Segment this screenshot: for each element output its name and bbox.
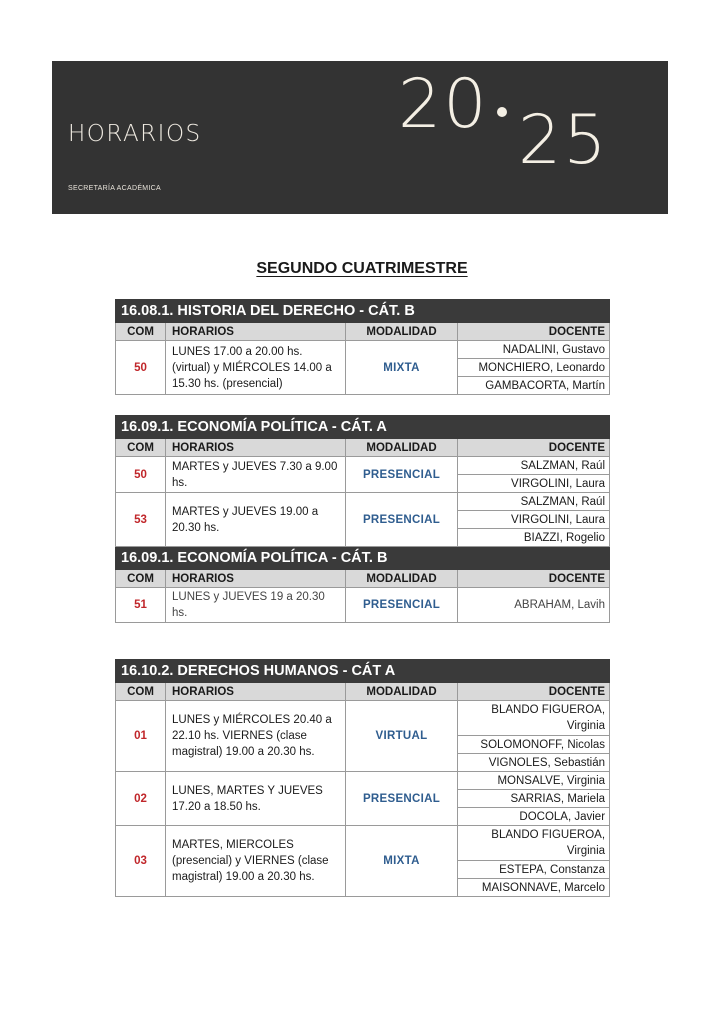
modalidad-cell: PRESENCIAL <box>346 772 458 826</box>
docente-cell: MONCHIERO, Leonardo <box>458 359 610 377</box>
horarios-cell: MARTES y JUEVES 19.00 a 20.30 hs. <box>166 493 346 547</box>
docente-cell: MONSALVE, Virginia <box>458 772 610 790</box>
docente-cell: ESTEPA, Constanza <box>458 861 610 879</box>
header-modalidad: MODALIDAD <box>346 439 458 457</box>
com-cell: 50 <box>116 341 166 395</box>
docente-cell: MAISONNAVE, Marcelo <box>458 879 610 897</box>
docente-cell: NADALINI, Gustavo <box>458 341 610 359</box>
horarios-cell: MARTES, MIERCOLES (presencial) y VIERNES (clase magistral) 19.00 a 20.30 hs. <box>166 826 346 897</box>
docente-cell: SALZMAN, Raúl <box>458 457 610 475</box>
modalidad-cell: MIXTA <box>346 826 458 897</box>
table-row <box>116 826 610 861</box>
header-docente: DOCENTE <box>458 683 610 701</box>
header-docente: DOCENTE <box>458 439 610 457</box>
section-title: 16.08.1. HISTORIA DEL DERECHO - CÁT. B <box>116 300 610 323</box>
year-top: 20 <box>398 65 489 144</box>
header-docente: DOCENTE <box>458 570 610 588</box>
header-docente: DOCENTE <box>458 323 610 341</box>
year-dot-icon <box>497 107 507 117</box>
com-cell: 50 <box>116 457 166 493</box>
table-row <box>116 772 610 790</box>
horarios-cell: LUNES y MIÉRCOLES 20.40 a 22.10 hs. VIERNES (clase magistral) 19.00 a 20.30 hs. <box>166 701 346 772</box>
horarios-cell: MARTES y JUEVES 7.30 a 9.00 hs. <box>166 457 346 493</box>
section-title: 16.10.2. DERECHOS HUMANOS - CÁT A <box>116 660 610 683</box>
modalidad-cell: PRESENCIAL <box>346 588 458 623</box>
com-cell: 01 <box>116 701 166 772</box>
docente-cell: BLANDO FIGUEROA, Virginia <box>458 701 610 736</box>
com-cell: 51 <box>116 588 166 623</box>
header-horarios: HORARIOS <box>166 570 346 588</box>
table-row <box>116 457 610 475</box>
schedule-table <box>115 659 609 897</box>
table-row <box>116 701 610 736</box>
table-row <box>116 341 610 359</box>
docente-cell: VIRGOLINI, Laura <box>458 511 610 529</box>
banner-title: HORARIOS <box>68 121 202 147</box>
header-com: COM <box>116 683 166 701</box>
docente-cell: ABRAHAM, Lavih <box>458 588 610 623</box>
docente-cell: SOLOMONOFF, Nicolas <box>458 736 610 754</box>
docente-cell: DOCOLA, Javier <box>458 808 610 826</box>
banner-subtitle: SECRETARÍA ACADÉMICA <box>68 185 162 192</box>
modalidad-cell: VIRTUAL <box>346 701 458 772</box>
section-title: 16.09.1. ECONOMÍA POLÍTICA - CÁT. B <box>116 547 610 570</box>
section-title: 16.09.1. ECONOMÍA POLÍTICA - CÁT. A <box>116 416 610 439</box>
docente-cell: BLANDO FIGUEROA, Virginia <box>458 826 610 861</box>
header-com: COM <box>116 323 166 341</box>
docente-cell: VIRGOLINI, Laura <box>458 475 610 493</box>
header-horarios: HORARIOS <box>166 323 346 341</box>
header-banner <box>52 61 668 214</box>
docente-cell: SARRIAS, Mariela <box>458 790 610 808</box>
com-cell: 53 <box>116 493 166 547</box>
horarios-cell: LUNES 17.00 a 20.00 hs. (virtual) y MIÉRCOLES 14.00 a 15.30 hs. (presencial) <box>166 341 346 395</box>
docente-cell: SALZMAN, Raúl <box>458 493 610 511</box>
table-row <box>116 493 610 511</box>
header-com: COM <box>116 570 166 588</box>
header-modalidad: MODALIDAD <box>346 683 458 701</box>
schedule-table <box>115 415 609 623</box>
page-title: SEGUNDO CUATRIMESTRE <box>256 260 468 277</box>
horarios-cell: LUNES, MARTES Y JUEVES 17.20 a 18.50 hs. <box>166 772 346 826</box>
header-horarios: HORARIOS <box>166 683 346 701</box>
table-row <box>116 588 610 623</box>
com-cell: 03 <box>116 826 166 897</box>
header-modalidad: MODALIDAD <box>346 570 458 588</box>
horarios-cell: LUNES y JUEVES 19 a 20.30 hs. <box>166 588 346 623</box>
docente-cell: VIGNOLES, Sebastián <box>458 754 610 772</box>
schedule-table <box>115 299 609 395</box>
header-modalidad: MODALIDAD <box>346 323 458 341</box>
header-com: COM <box>116 439 166 457</box>
modalidad-cell: PRESENCIAL <box>346 457 458 493</box>
com-cell: 02 <box>116 772 166 826</box>
modalidad-cell: MIXTA <box>346 341 458 395</box>
docente-cell: GAMBACORTA, Martín <box>458 377 610 395</box>
modalidad-cell: PRESENCIAL <box>346 493 458 547</box>
year-bottom: 25 <box>518 101 609 180</box>
header-horarios: HORARIOS <box>166 439 346 457</box>
docente-cell: BIAZZI, Rogelio <box>458 529 610 547</box>
